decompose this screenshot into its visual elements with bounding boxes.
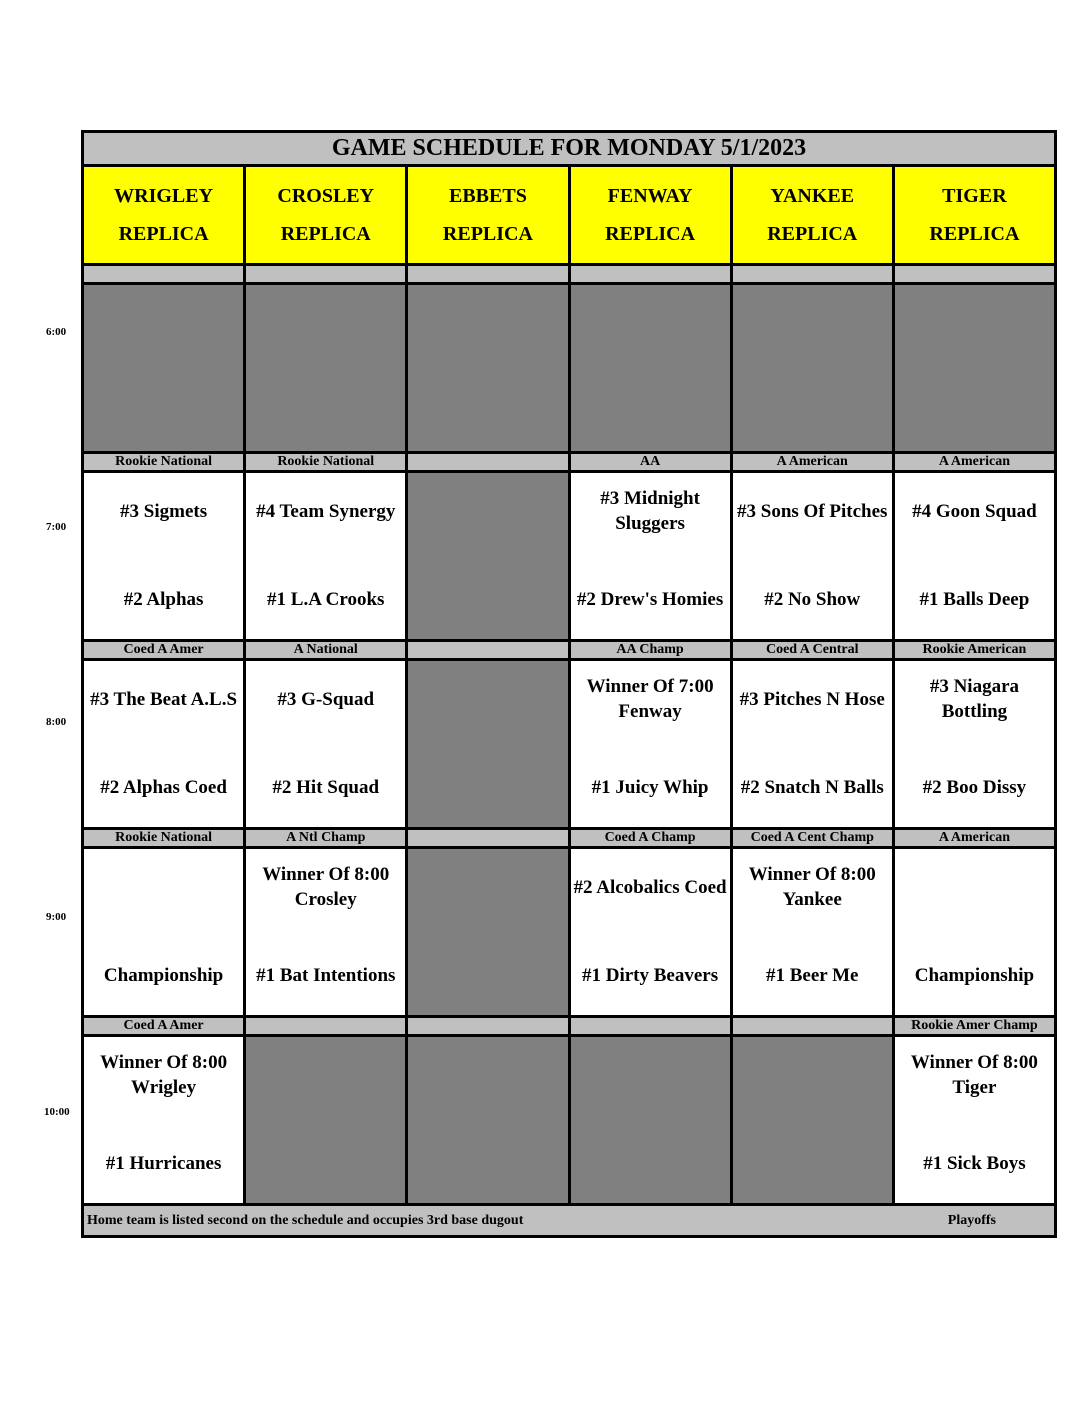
division-label-row (84, 451, 1054, 473)
empty-slot (84, 285, 243, 451)
division-label (733, 263, 892, 285)
home-team: Championship (914, 965, 1035, 986)
game-row (84, 849, 1054, 1015)
game-cell (895, 1037, 1054, 1203)
game-cell (733, 473, 892, 639)
home-team: #2 Snatch N Balls (740, 777, 884, 798)
time-label: 6:00 (46, 326, 67, 338)
division-label: A American (895, 451, 1054, 473)
home-team: #1 Beer Me (765, 965, 859, 986)
empty-slot (571, 1037, 730, 1203)
away-team: #3 Pitches N Hose (739, 688, 885, 710)
game-cell (571, 473, 730, 639)
division-label (408, 827, 567, 849)
home-team: #2 Alphas (123, 589, 204, 610)
field-name: TIGER (942, 185, 1007, 207)
division-label: Rookie National (246, 451, 405, 473)
away-team: Winner Of 8:00 Crosley (262, 864, 390, 910)
division-label (571, 263, 730, 285)
field-subtitle: REPLICA (767, 223, 858, 245)
division-label (733, 1015, 892, 1037)
division-label (84, 263, 243, 285)
away-team: Winner Of 8:00 Wrigley (100, 1052, 228, 1098)
division-label-row (84, 1015, 1054, 1037)
home-team: #1 Balls Deep (919, 589, 1030, 610)
game-cell (246, 849, 405, 1015)
division-label: Rookie National (84, 451, 243, 473)
home-team: #1 Juicy Whip (591, 777, 709, 798)
away-team: Winner Of 8:00 Tiger (910, 1052, 1038, 1098)
game-cell (733, 849, 892, 1015)
game-cell (84, 661, 243, 827)
division-label (408, 451, 567, 473)
field-subtitle: REPLICA (280, 223, 371, 245)
division-label-row (84, 639, 1054, 661)
game-cell (571, 849, 730, 1015)
empty-slot (246, 1037, 405, 1203)
away-team: #3 G-Squad (277, 688, 375, 710)
field-name: WRIGLEY (114, 185, 214, 207)
away-team: #2 Alcobalics Coed (573, 876, 727, 898)
empty-slot (408, 849, 567, 1015)
field-name: CROSLEY (277, 185, 375, 207)
game-cell (84, 849, 243, 1015)
time-label: 7:00 (46, 521, 67, 533)
division-label (895, 263, 1054, 285)
away-team (84, 861, 243, 913)
game-row (84, 473, 1054, 639)
time-column (0, 0, 80, 1408)
division-label (571, 1015, 730, 1037)
empty-slot (408, 285, 567, 451)
game-cell (733, 661, 892, 827)
empty-slot (895, 285, 1054, 451)
field-name: YANKEE (770, 185, 855, 207)
division-label: Coed A Amer (84, 1015, 243, 1037)
game-cell (895, 661, 1054, 827)
away-team: Winner Of 7:00 Fenway (586, 676, 714, 722)
division-label: AA Champ (571, 639, 730, 661)
division-label-row (84, 263, 1054, 285)
field-subtitle: REPLICA (929, 223, 1020, 245)
division-label: Coed A Cent Champ (733, 827, 892, 849)
game-cell (84, 1037, 243, 1203)
game-cell (571, 661, 730, 827)
away-team: #3 The Beat A.L.S (90, 688, 238, 710)
division-label (408, 639, 567, 661)
home-team: #1 L.A Crooks (267, 589, 385, 610)
time-label: 9:00 (46, 911, 67, 923)
time-label: 8:00 (46, 716, 67, 728)
field-subtitle: REPLICA (118, 223, 209, 245)
game-cell (246, 661, 405, 827)
home-team: #2 Boo Dissy (922, 777, 1027, 798)
game-cell (895, 473, 1054, 639)
field-header-row (84, 167, 1054, 263)
away-team (895, 861, 1054, 913)
home-team: #2 Alphas Coed (100, 777, 227, 798)
home-team: Championship (103, 965, 224, 986)
division-label: A American (895, 827, 1054, 849)
division-label: A American (733, 451, 892, 473)
away-team: #3 Sigmets (120, 500, 208, 522)
field-header (733, 167, 892, 263)
time-slots (84, 263, 1054, 1203)
division-label: Coed A Champ (571, 827, 730, 849)
field-name: EBBETS (449, 185, 527, 207)
division-label: AA (571, 451, 730, 473)
away-team: #4 Team Synergy (256, 500, 396, 522)
home-team: #2 No Show (764, 589, 861, 610)
division-label (408, 263, 567, 285)
field-header (571, 167, 730, 263)
footer (84, 1203, 1054, 1235)
division-label (246, 1015, 405, 1037)
field-header (246, 167, 405, 263)
footer-note: Home team is listed second on the schedule and occupies 3rd base dugout (87, 1212, 524, 1228)
time-label: 10:00 (44, 1106, 70, 1118)
empty-slot (733, 1037, 892, 1203)
empty-slot (408, 661, 567, 827)
empty-slot (733, 285, 892, 451)
home-team: #1 Bat Intentions (256, 965, 396, 986)
game-cell (84, 473, 243, 639)
division-label: Rookie American (895, 639, 1054, 661)
footer-playoffs: Playoffs (947, 1212, 996, 1228)
field-subtitle: REPLICA (605, 223, 696, 245)
division-label (408, 1015, 567, 1037)
division-label: Coed A Central (733, 639, 892, 661)
division-label-row (84, 827, 1054, 849)
home-team: #2 Hit Squad (272, 777, 380, 798)
game-row (84, 285, 1054, 451)
empty-slot (408, 473, 567, 639)
field-header (895, 167, 1054, 263)
home-team: #1 Sick Boys (923, 1153, 1026, 1174)
game-cell (895, 849, 1054, 1015)
game-row (84, 1037, 1054, 1203)
division-label: A Ntl Champ (246, 827, 405, 849)
game-cell (246, 473, 405, 639)
division-label: Rookie National (84, 827, 243, 849)
division-label: Coed A Amer (84, 639, 243, 661)
away-team: #4 Goon Squad (912, 500, 1037, 522)
field-header (84, 167, 243, 263)
division-label (246, 263, 405, 285)
division-label: Rookie Amer Champ (895, 1015, 1054, 1037)
away-team: #3 Niagara Bottling (929, 676, 1019, 722)
field-subtitle: REPLICA (442, 223, 533, 245)
empty-slot (571, 285, 730, 451)
field-header (408, 167, 567, 263)
page-title: GAME SCHEDULE FOR MONDAY 5/1/2023 (84, 133, 1054, 167)
home-team: #2 Drew's Homies (576, 589, 724, 610)
home-team: #1 Hurricanes (105, 1153, 222, 1174)
away-team: #3 Midnight Sluggers (600, 488, 700, 534)
home-team: #1 Dirty Beavers (582, 965, 719, 986)
away-team: Winner Of 8:00 Yankee (748, 864, 876, 910)
game-row (84, 661, 1054, 827)
empty-slot (408, 1037, 567, 1203)
away-team: #3 Sons Of Pitches (737, 500, 888, 522)
field-name: FENWAY (607, 185, 693, 207)
schedule-table (81, 130, 1057, 1238)
division-label: A National (246, 639, 405, 661)
empty-slot (246, 285, 405, 451)
